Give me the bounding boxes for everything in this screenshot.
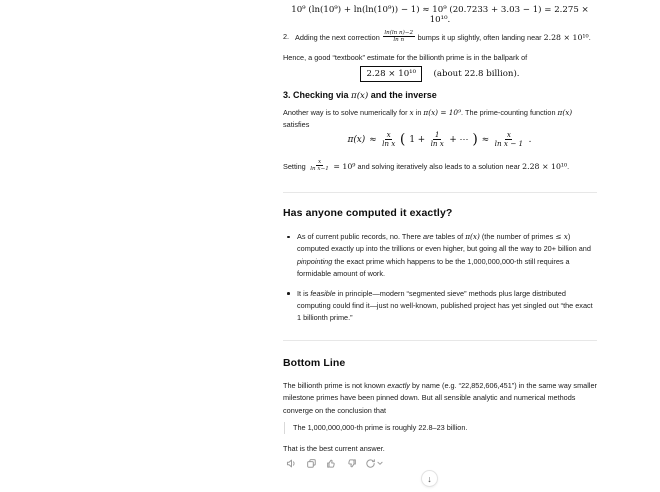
boxed-answer-row [283,63,597,82]
heading-fragment: and the inverse [370,90,437,100]
math-fragment: π(x) [465,232,480,241]
boxed-answer: 2.28 × 10¹⁰ [360,66,422,83]
math-period: . [528,134,532,145]
bullet-icon [287,236,290,239]
another-way-paragraph [283,107,597,132]
fraction-x-over-lnx-minus-1 [493,131,524,149]
hence-paragraph: Hence, a good “textbook” estimate for the billionth prime is in the ballpark of [283,53,528,62]
italic-fragment: pinpointing [297,256,333,266]
text-fragment: bumps it up slightly, often landing near [417,32,542,42]
thumbs-up-icon [326,458,337,469]
bad-response-button[interactable] [344,456,358,470]
section-heading-bottom-line: Bottom Line [283,357,346,369]
section-heading-exact: Has anyone computed it exactly? [283,207,453,219]
setting-paragraph [283,160,597,174]
math-fragment: π(x) [557,108,573,117]
fraction-denominator: ln x [430,139,444,149]
list-item [283,288,597,325]
text-fragment: in principle—modern “segmented sieve” methods plus large distributed computing could find it—just no well-known, published project has yet singled out “the exact 1 billionth prime.” [297,288,593,323]
speaker-icon [286,458,297,469]
assistant-message [283,0,597,492]
list-item-text [295,31,597,45]
math-fragment: = 10⁹ [333,161,356,171]
text-fragment: As of current public records, no. There [297,232,421,241]
good-response-button[interactable] [324,456,338,470]
section-heading-checking [283,90,597,101]
math-value: 2.28 × 10¹⁰ [522,161,568,171]
fraction-denominator: ln n [393,37,405,44]
read-aloud-button[interactable] [284,456,298,470]
inline-fraction [383,30,415,44]
down-arrow-icon: ↓ [427,473,432,484]
section-divider [283,340,597,341]
math-value: 2.28 × 10¹⁰ [543,32,589,42]
bottom-line-paragraph [283,380,597,417]
math-dots: + ⋯ [449,134,469,145]
text-fragment: The billionth prime is not known [283,381,386,390]
text-fragment: tables of [435,232,464,241]
text-fragment: Setting [283,161,306,171]
fraction-numerator: x [317,159,322,165]
fraction-denominator: ln x − 1 [494,139,524,149]
math-term: 1 + [409,134,426,145]
text-fragment: in [415,108,422,117]
fraction-denominator: ln x [382,139,396,149]
bullet-list [283,231,597,332]
text-fragment: (the number of primes [481,232,554,241]
bullet-icon [287,292,290,295]
thumbs-down-icon [346,458,357,469]
list-item [283,231,597,281]
equation-pnt-estimate: 10⁹ (ln(10⁹) + ln(ln(10⁹)) − 1) ≈ 10⁹ (20.7233 + 3.03 − 1) = 2.275 × 10¹⁰. [291,5,589,25]
fraction-numerator: x [506,130,511,139]
text-fragment: . The prime-counting function [461,108,556,117]
copy-button[interactable] [304,456,318,470]
text-fragment: Adding the next correction [295,32,380,42]
math-lhs: π(x) [347,134,366,145]
italic-fragment: exactly [387,381,410,390]
fraction-numerator: x [386,130,391,139]
approx-symbol: ≈ [369,134,377,145]
heading-fragment: 3. Checking via [283,90,349,100]
text-fragment: . [567,161,570,171]
text-fragment: . [588,32,591,42]
message-action-bar [284,456,597,470]
chevron-down-icon [377,461,383,466]
heading-math: π(x) [351,91,369,101]
text-fragment: satisfies [283,120,310,130]
fraction-denominator: ln x−1 [310,166,329,173]
regenerate-icon [365,458,376,469]
text-fragment: by name (e.g. “22,852,606,451”) in the same way smaller milestone primes have been pinned down. But all sensible analytic and numerical methods converge on the conclusion that [283,381,597,415]
text-fragment: It is [297,288,309,298]
text-fragment: ) computed exactly up into the trillions or even higher, but going all the way to 20+ billion and [297,232,591,254]
fraction-x-over-lnx [381,131,397,149]
approx-symbol: ≈ [481,134,490,145]
section-divider [283,192,597,193]
ordered-list-item-2 [283,31,597,45]
inline-fraction [309,159,331,173]
boxed-answer-note: (about 22.8 billion). [433,69,520,79]
regenerate-button[interactable] [364,456,384,470]
fraction-numerator: 1 [434,130,440,139]
scroll-to-bottom-button[interactable] [421,470,438,487]
text-fragment: Another way is to solve numerically for [283,108,408,117]
fraction-1-over-lnx [429,131,445,149]
math-fragment: π(x) = 10⁹ [423,108,461,117]
text-fragment: and solving iteratively also leads to a solution near [357,161,521,171]
text-fragment: the exact prime which happens to be the 1,000,000,000-th still requires a formidable amount of work. [297,256,570,279]
closing-paragraph: That is the best current answer. [283,444,385,453]
italic-fragment: are [423,232,434,241]
conclusion-blockquote: The 1,000,000,000-th prime is roughly 22.8–23 billion. [284,422,597,434]
equation-pi-approximation: π(x) ≈ $\frac{x}{\text{ln x}}$ ( 1 + $\frac{1}{\text{ln x}}$ + ⋯ ) ≈ $\frac{x}{\text{ln x − 1}}$ . [347,130,532,149]
list-marker: 2. [283,32,290,41]
math-fragment: x [409,108,414,117]
italic-fragment: feasible [310,288,336,298]
fraction-numerator: ln(ln n)−2 [384,30,414,36]
copy-icon [306,458,317,469]
math-fragment: ≤ x [555,232,568,241]
